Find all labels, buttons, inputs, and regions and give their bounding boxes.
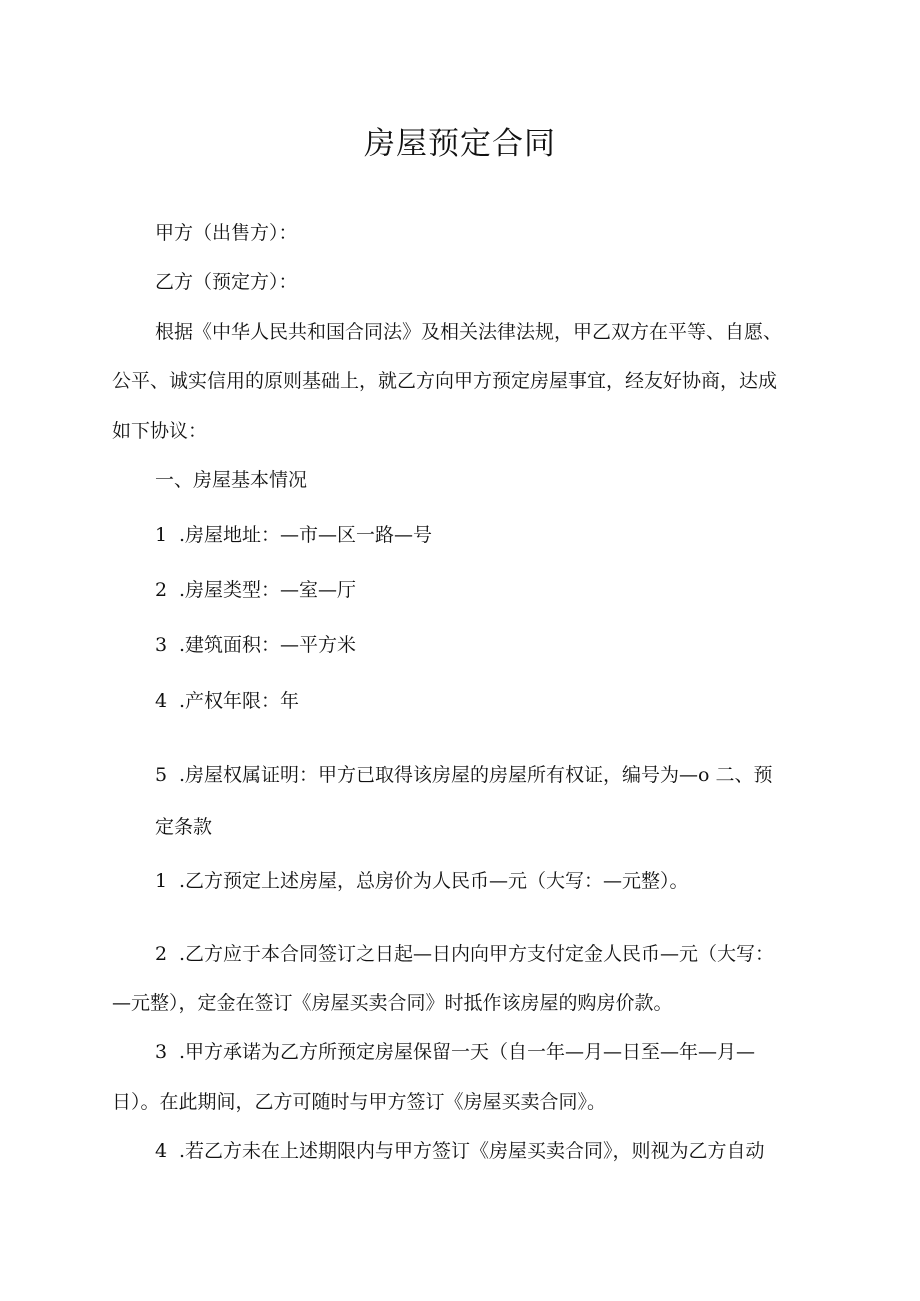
party-b-line: 乙方（预定方）： (155, 271, 298, 293)
section2-item-3 (112, 1040, 855, 1064)
item-number: 4 (155, 1140, 168, 1162)
item-text: .乙方应于本合同签订之日起—日内向甲方支付定金人民币—元（大写： (179, 943, 775, 965)
section1-item-4 (112, 689, 855, 713)
intro-line-3: 如下协议： (112, 420, 208, 442)
section1-item-1 (112, 523, 855, 547)
section2-item-3-cont: 日）。在此期间，乙方可随时与甲方签订《房屋买卖合同》。 (112, 1091, 607, 1113)
section2-item-2 (112, 942, 855, 966)
item-text: .房屋地址：—市—区一路—号 (179, 524, 433, 546)
section2-item-2-cont: —元整），定金在签订《房屋买卖合同》时抵作该房屋的购房价款。 (112, 992, 673, 1014)
item-text: .甲方承诺为乙方所预定房屋保留一天（自一年—月—日至—年—月— (179, 1041, 756, 1063)
item-number: 3 (155, 634, 168, 656)
section1-heading: 一、房屋基本情况 (155, 469, 308, 491)
item-number: 1 (155, 524, 168, 546)
item-number: 3 (155, 1041, 168, 1063)
section1-item-3 (112, 633, 855, 657)
item-text: .房屋权属证明：甲方已取得该房屋的房屋所有权证，编号为—o 二、预 (179, 764, 773, 786)
item-text: .乙方预定上述房屋，总房价为人民币—元（大写：—元整）。 (179, 870, 689, 892)
item-number: 1 (155, 870, 168, 892)
item-number: 2 (155, 943, 168, 965)
item-text: .房屋类型：—室—厅 (179, 579, 357, 601)
intro-line-1: 根据《中华人民共和国合同法》及相关法律法规，甲乙双方在平等、自愿、 (155, 321, 783, 343)
section1-item-5 (112, 763, 855, 787)
item-number: 4 (155, 690, 168, 712)
section2-heading: 定条款 (155, 816, 213, 838)
section1-item-2 (112, 578, 855, 602)
item-number: 2 (155, 579, 168, 601)
intro-line-2: 公平、诚实信用的原则基础上，就乙方向甲方预定房屋事宜，经友好协商，达成 (112, 370, 778, 392)
item-text: .建筑面积：—平方米 (179, 634, 357, 656)
item-text: .若乙方未在上述期限内与甲方签订《房屋买卖合同》，则视为乙方自动 (179, 1140, 765, 1162)
item-text: .产权年限：年 (179, 690, 300, 712)
section2-item-1 (112, 869, 855, 893)
party-a-line: 甲方（出售方）： (155, 222, 298, 244)
document-title: 房屋预定合同 (364, 126, 556, 162)
section2-item-4 (112, 1139, 855, 1163)
item-number: 5 (155, 764, 168, 786)
